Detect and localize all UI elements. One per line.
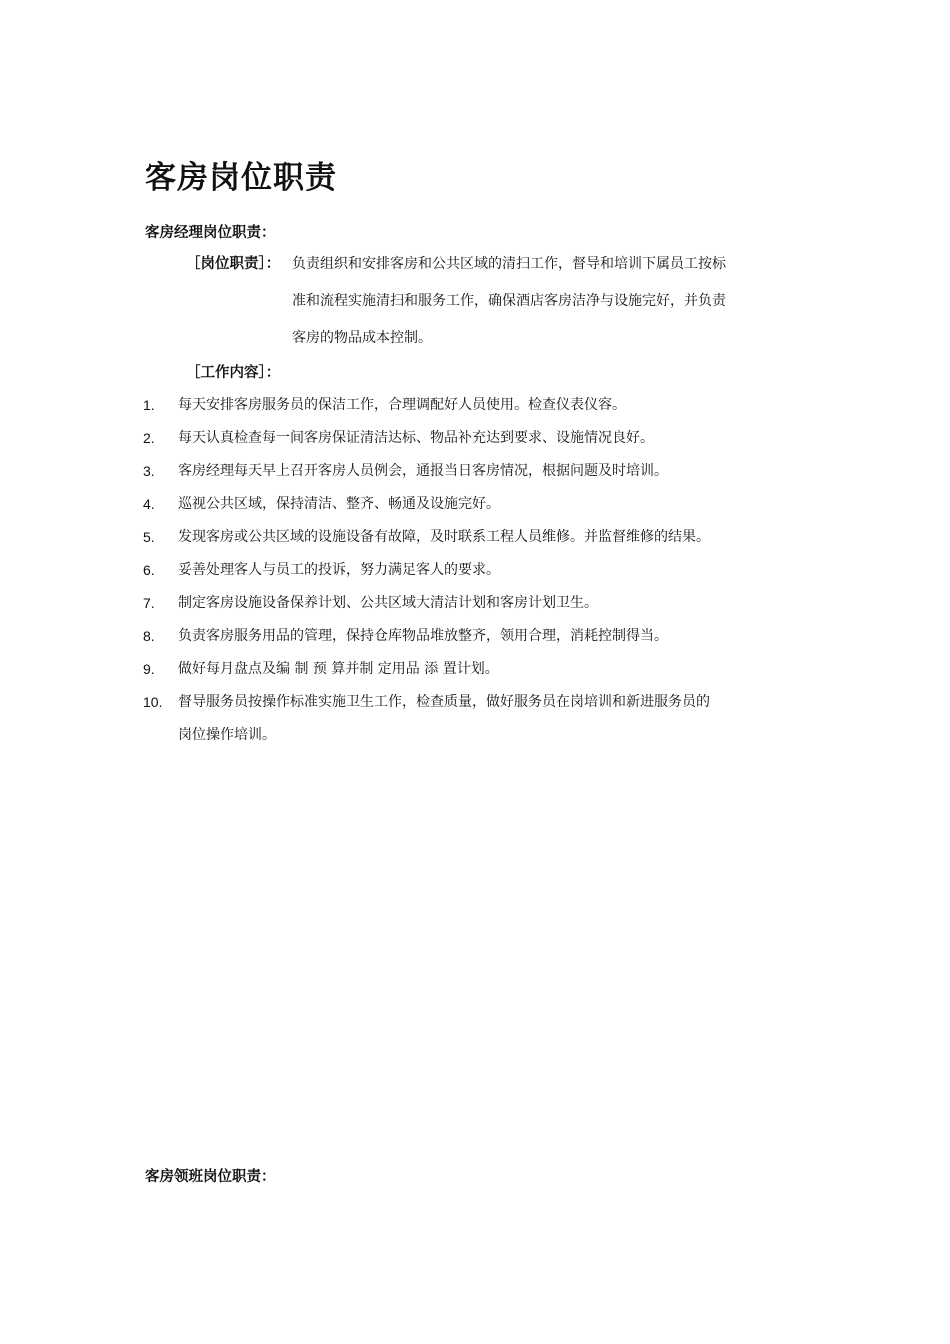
list-item	[143, 393, 833, 426]
list-item-text	[178, 591, 823, 624]
list-item	[143, 690, 833, 756]
list-item-text	[178, 525, 823, 558]
list-item-line: 每天认真检查每一间客房保证清洁达标、物品补充达到要求、设施情况良好。	[178, 430, 654, 446]
work-content-label: ［工作内容］：	[186, 364, 281, 381]
list-item-line: 做好每月盘点及编 制 预 算并制 定用品 添 置计划。	[178, 661, 499, 677]
list-item	[143, 624, 833, 657]
list-item	[143, 558, 833, 591]
list-item	[143, 492, 833, 525]
list-item-line: 妥善处理客人与员工的投诉，努力满足客人的要求。	[178, 562, 500, 578]
list-item-text	[178, 459, 823, 492]
list-item-line: 客房经理每天早上召开客房人员例会，通报当日客房情况，根据问题及时培训。	[178, 463, 668, 479]
duty-line: 准和流程实施清扫和服务工作，确保酒店客房洁净与设施完好，并负责	[292, 293, 726, 309]
list-item-line: 岗位操作培训。	[178, 727, 276, 743]
list-item-number: 7.	[143, 595, 155, 611]
duty-description	[292, 252, 822, 363]
list-item	[143, 525, 833, 558]
list-item	[143, 426, 833, 459]
list-item-number: 2.	[143, 430, 155, 446]
list-item-number: 1.	[143, 397, 155, 413]
list-item-line: 巡视公共区域，保持清洁、整齐、畅通及设施完好。	[178, 496, 500, 512]
list-item	[143, 591, 833, 624]
list-item-text	[178, 657, 823, 690]
list-item-number: 9.	[143, 661, 155, 677]
list-item-text	[178, 690, 823, 756]
list-item-line: 制定客房设施设备保养计划、公共区域大清洁计划和客房计划卫生。	[178, 595, 598, 611]
work-content-list	[143, 393, 833, 756]
duty-line: 负责组织和安排客房和公共区域的清扫工作，督导和培训下属员工按标	[292, 256, 726, 272]
list-item-line: 督导服务员按操作标准实施卫生工作，检查质量，做好服务员在岗培训和新进服务员的	[178, 694, 710, 710]
duty-label: ［岗位职责］：	[186, 255, 281, 272]
list-item-line: 发现客房或公共区域的设施设备有故障，及时联系工程人员维修。并监督维修的结果。	[178, 529, 710, 545]
duty-line: 客房的物品成本控制。	[292, 330, 432, 346]
list-item	[143, 657, 833, 690]
list-item-text	[178, 624, 823, 657]
list-item-number: 4.	[143, 496, 155, 512]
list-item-line: 负责客房服务用品的管理，保持仓库物品堆放整齐，领用合理，消耗控制得当。	[178, 628, 668, 644]
list-item-text	[178, 393, 823, 426]
document-title: 客房岗位职责	[145, 160, 337, 196]
list-item-line: 每天安排客房服务员的保洁工作，合理调配好人员使用。检查仪表仪容。	[178, 397, 626, 413]
list-item-number: 5.	[143, 529, 155, 545]
list-item	[143, 459, 833, 492]
list-item-number: 6.	[143, 562, 155, 578]
list-item-text	[178, 426, 823, 459]
section-heading-supervisor: 客房领班岗位职责：	[145, 1168, 276, 1185]
list-item-number: 8.	[143, 628, 155, 644]
list-item-number: 3.	[143, 463, 155, 479]
section-heading-manager: 客房经理岗位职责：	[145, 224, 276, 241]
list-item-text	[178, 558, 823, 591]
list-item-number: 10.	[143, 694, 163, 710]
list-item-text	[178, 492, 823, 525]
